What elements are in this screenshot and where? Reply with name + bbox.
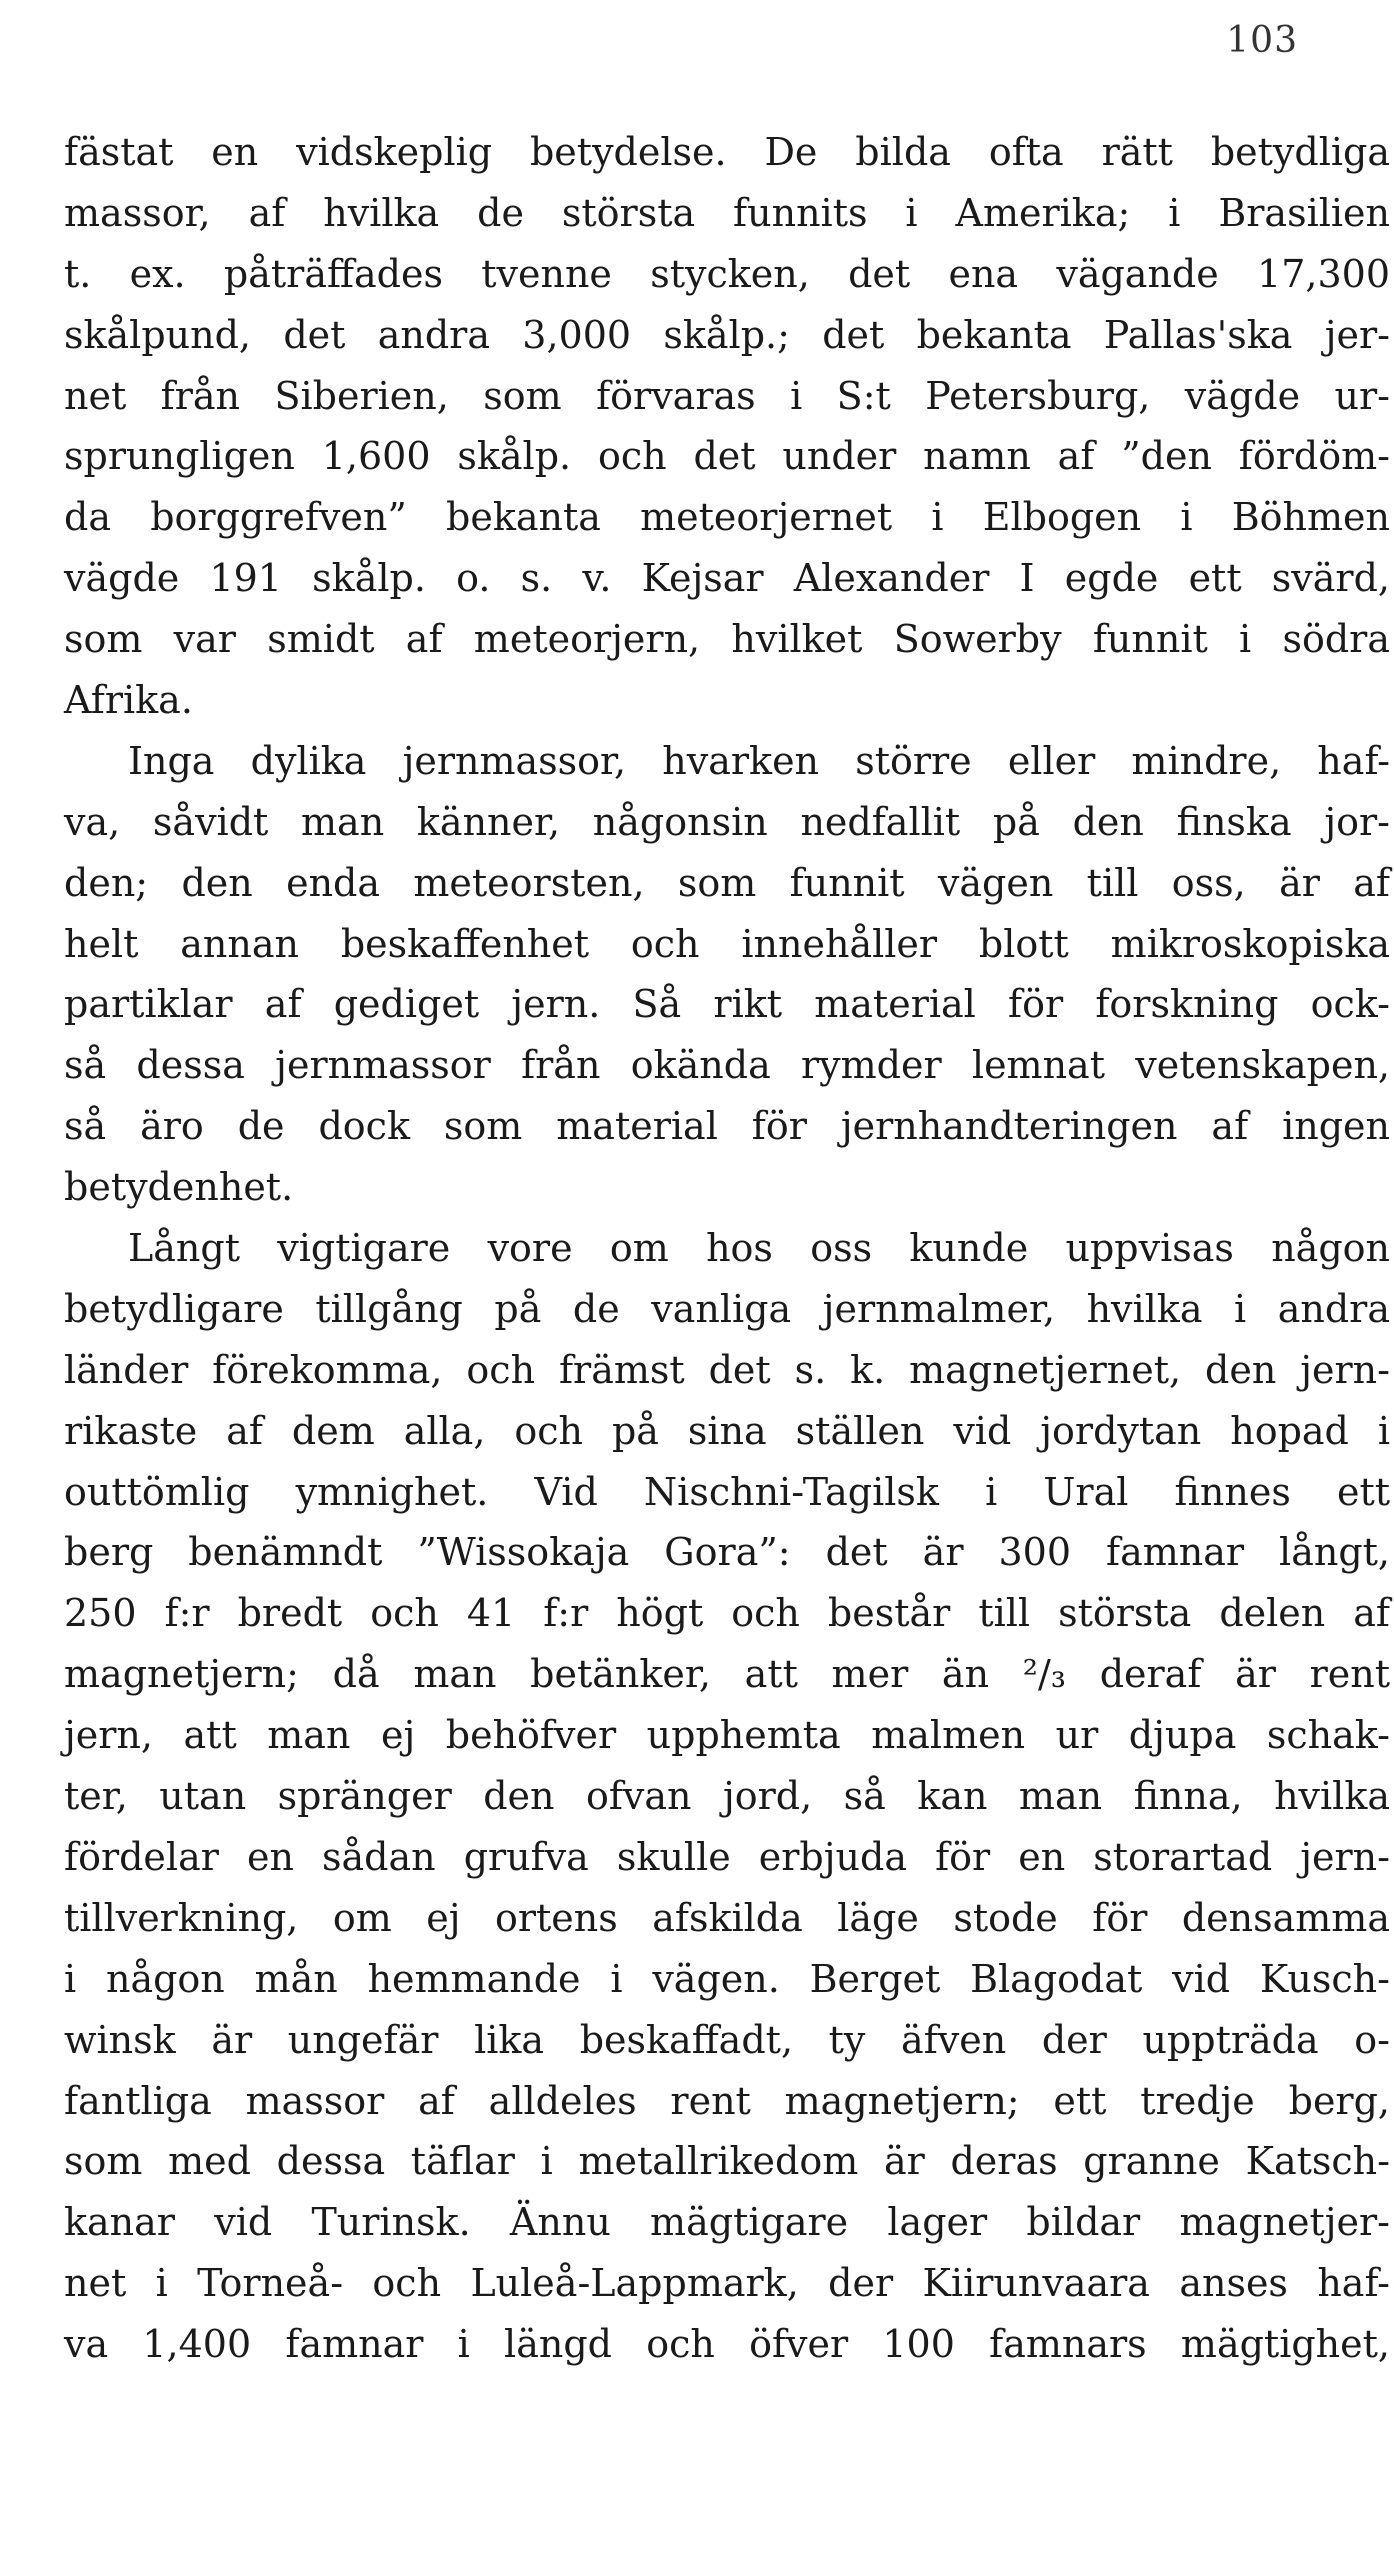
text-line: länder förekomma, och främst det s. k. magnetjernet, den jern- [64,1347,1390,1392]
text-line: va 1,400 famnar i längd och öfver 100 famnars mägtighet, [64,2322,1390,2367]
text-line: winsk är ungefär lika beskaffadt, ty äfven der uppträda o- [64,2017,1390,2062]
text-line: outtömlig ymnighet. Vid Nischni-Tagilsk i Ural finnes ett [64,1469,1390,1514]
text-line: helt annan beskaffenhet och innehåller blott mikroskopiska [64,921,1390,966]
text-line: betydenhet. [64,1165,294,1210]
text-line: i någon mån hemmande i vägen. Berget Blagodat vid Kusch- [64,1956,1390,2001]
text-line: tillverkning, om ej ortens afskilda läge stode för densamma [64,1895,1390,1940]
text-line: sprungligen 1,600 skålp. och det under namn af ”den fördöm- [64,434,1390,479]
text-line: massor, af hvilka de största funnits i Amerika; i Brasilien [64,190,1390,235]
text-line: skålpund, det andra 3,000 skålp.; det bekanta Pallas'ska jer- [64,312,1390,357]
text-line: rikaste af dem alla, och på sina ställen vid jordytan hopad i [64,1408,1390,1453]
text-line: Afrika. [64,678,193,723]
text-line: fördelar en sådan grufva skulle erbjuda för en storartad jern- [64,1834,1390,1879]
text-line: Inga dylika jernmassor, hvarken större eller mindre, haf- [128,738,1390,783]
text-line: jern, att man ej behöfver upphemta malmen ur djupa schak- [64,1713,1390,1758]
text-line: va, såvidt man känner, någonsin nedfallit på den finska jor- [64,799,1390,844]
text-line: 250 f:r bredt och 41 f:r högt och består till största delen af [64,1591,1390,1636]
body-text [64,122,1390,2375]
text-line: så dessa jernmassor från okända rymder lemnat vetenskapen, [64,1043,1390,1088]
text-line: som med dessa täflar i metallrikedom är deras granne Katsch- [64,2139,1390,2184]
text-line: berg benämndt ”Wissokaja Gora”: det är 300 famnar långt, [64,1530,1390,1575]
text-line: fantliga massor af alldeles rent magnetjern; ett tredje berg, [64,2078,1390,2123]
text-line: ter, utan spränger den ofvan jord, så kan man finna, hvilka [64,1774,1390,1819]
text-line: t. ex. påträffades tvenne stycken, det ena vägande 17,300 [64,251,1390,296]
text-line: fästat en vidskeplig betydelse. De bilda ofta rätt betydliga [64,130,1390,174]
text-line: betydligare tillgång på de vanliga jernmalmer, hvilka i andra [64,1286,1390,1331]
text-line: som var smidt af meteorjern, hvilket Sowerby funnit i södra [64,617,1390,662]
text-line: så äro de dock som material för jernhandteringen af ingen [64,1104,1390,1149]
text-line: kanar vid Turinsk. Ännu mägtigare lager bildar magnetjer- [64,2200,1390,2245]
text-line: net i Torneå- och Luleå-Lappmark, der Kiirunvaara anses haf- [64,2261,1390,2306]
text-line: Långt vigtigare vore om hos oss kunde uppvisas någon [128,1226,1390,1271]
text-line: da borggrefven” bekanta meteorjernet i Elbogen i Böhmen [64,495,1390,540]
text-line: den; den enda meteorsten, som funnit vägen till oss, är af [64,860,1390,905]
text-line: magnetjern; då man betänker, att mer än ²/₃ deraf är rent [64,1652,1390,1697]
text-line: vägde 191 skålp. o. s. v. Kejsar Alexander I egde ett svärd, [64,556,1390,601]
text-line: partiklar af gediget jern. Så rikt material för forskning ock- [64,982,1390,1027]
text-line: net från Siberien, som förvaras i S:t Petersburg, vägde ur- [64,373,1390,418]
page-number: 103 [1226,20,1298,61]
